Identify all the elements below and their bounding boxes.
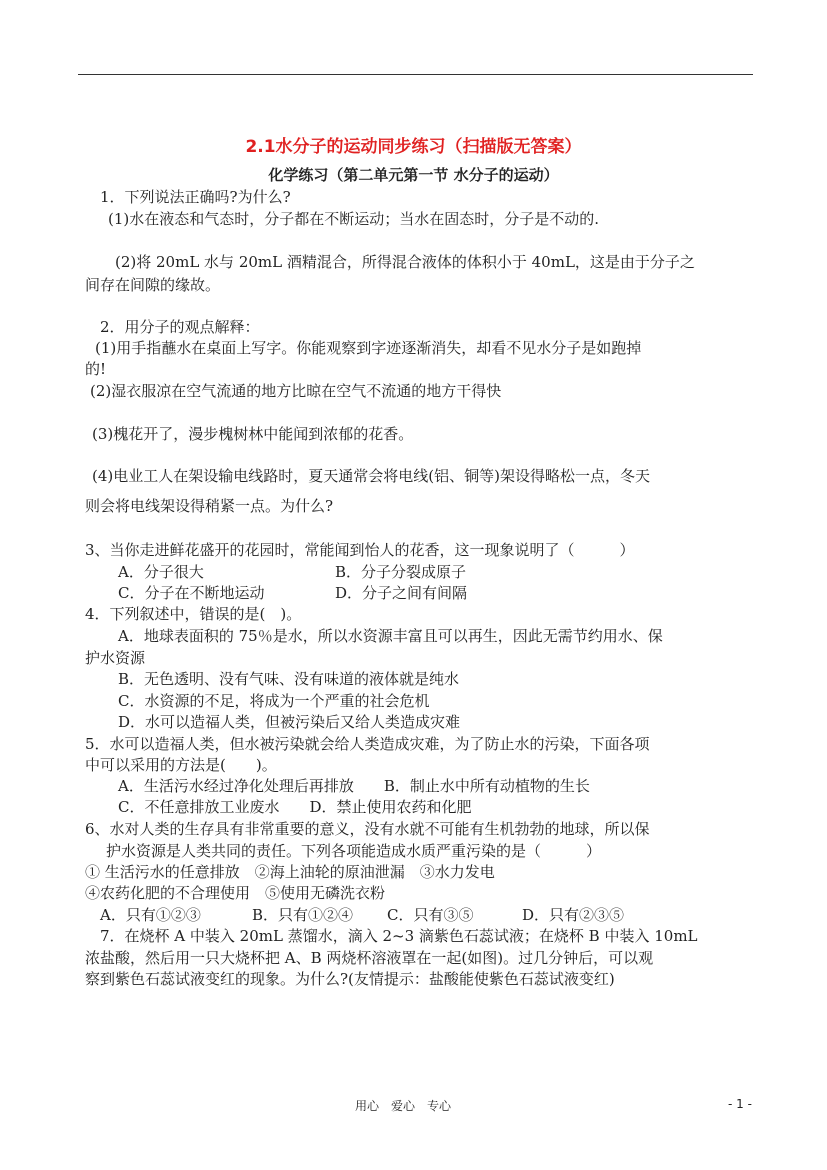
q4-option-d: D．水可以造福人类，但被污染后又给人类造成灾难 [118, 713, 461, 731]
document-subtitle: 化学练习（第二单元第一节 水分子的运动） [268, 166, 559, 184]
q3-stem: 3、当你走进鲜花盛开的花园时，常能闻到怡人的花香，这一现象说明了（ ） [85, 541, 635, 559]
q6-option-d: D．只有②③⑤ [522, 906, 625, 924]
q6-option-b: B．只有①②④ [252, 906, 354, 924]
q3-option-d: D．分子之间有间隔 [335, 584, 468, 602]
q1-part1: (1)水在液态和气态时，分子都在不断运动；当水在固态时，分子是不动的. [108, 210, 600, 228]
q4-option-a-line2: 护水资源 [85, 649, 146, 667]
header-rule [78, 74, 753, 75]
q2-part1-line1: (1)用手指蘸水在桌面上写字。你能观察到字迹逐渐消失，却看不见水分子是如跑掉 [95, 339, 642, 357]
q2-part3: (3)槐花开了，漫步槐树林中能闻到浓郁的花香。 [92, 425, 414, 443]
q6-stem-line2: 护水资源是人类共同的责任。下列各项能造成水质严重污染的是（ ） [106, 842, 602, 860]
page-number: - 1 - [728, 1097, 752, 1111]
q5-stem-line1: 5．水可以造福人类，但水被污染就会给人类造成灾难，为了防止水的污染，下面各项 [85, 735, 650, 753]
q2-stem: 2．用分子的观点解释： [100, 318, 260, 336]
q7-line3: 察到紫色石蕊试液变红的现象。为什么?(友情提示：盐酸能使紫色石蕊试液变红) [85, 970, 615, 988]
q2-part4-line2: 则会将电线架设得稍紧一点。为什么? [85, 497, 334, 515]
q7-line1: 7．在烧杯 A 中装入 20mL 蒸馏水，滴入 2~3 滴紫色石蕊试液；在烧杯 B 中装入 10mL [100, 927, 698, 945]
q6-items-line2: ④农药化肥的不合理使用 ⑤使用无磷洗衣粉 [85, 884, 386, 902]
q3-option-a: A．分子很大 [118, 563, 204, 581]
document-title: 2.1水分子的运动同步练习（扫描版无答案） [245, 137, 582, 157]
q4-option-c: C．水资源的不足，将成为一个严重的社会危机 [118, 692, 430, 710]
q6-option-a: A．只有①②③ [100, 906, 201, 924]
footer-motto: 用心 爱心 专心 [355, 1099, 452, 1113]
q4-option-b: B．无色透明、没有气味、没有味道的液体就是纯水 [118, 670, 460, 688]
q5-stem-line2: 中可以采用的方法是( )。 [85, 756, 277, 774]
q6-items-line1: ① 生活污水的任意排放 ②海上油轮的原油泄漏 ③水力发电 [85, 863, 495, 881]
q1-part2-line2: 间存在间隙的缘故。 [85, 276, 221, 294]
q6-option-c: C．只有③⑤ [387, 906, 474, 924]
q2-part4-line1: (4)电业工人在架设输电线路时，夏天通常会将电线(铝、铜等)架设得略松一点，冬天 [92, 467, 650, 485]
q7-line2: 浓盐酸，然后用一只大烧杯把 A、B 两烧杯溶液罩在一起(如图)。过几分钟后，可以观 [85, 949, 654, 967]
q5-options-cd: C．不任意排放工业废水 D．禁止使用农药和化肥 [118, 798, 472, 816]
q4-stem: 4．下列叙述中，错误的是( )。 [85, 605, 302, 623]
q3-option-b: B．分子分裂成原子 [335, 563, 467, 581]
q5-options-ab: A．生活污水经过净化处理后再排放 B．制止水中所有动植物的生长 [118, 777, 590, 795]
q1-part2-line1: (2)将 20mL 水与 20mL 酒精混合，所得混合液体的体积小于 40mL，这是由于分子之 [115, 253, 695, 271]
q3-option-c: C．分子在不断地运动 [118, 584, 265, 602]
q6-stem-line1: 6、水对人类的生存具有非常重要的意义，没有水就不可能有生机勃勃的地球，所以保 [85, 820, 650, 838]
q2-part1-line2: 的! [85, 360, 107, 378]
q1-stem: 1．下列说法正确吗?为什么? [100, 188, 291, 206]
q4-option-a-line1: A．地球表面积的 75％是水，所以水资源丰富且可以再生，因此无需节约用水、保 [118, 627, 663, 645]
q2-part2: (2)湿衣服凉在空气流通的地方比晾在空气不流通的地方干得快 [90, 382, 502, 400]
